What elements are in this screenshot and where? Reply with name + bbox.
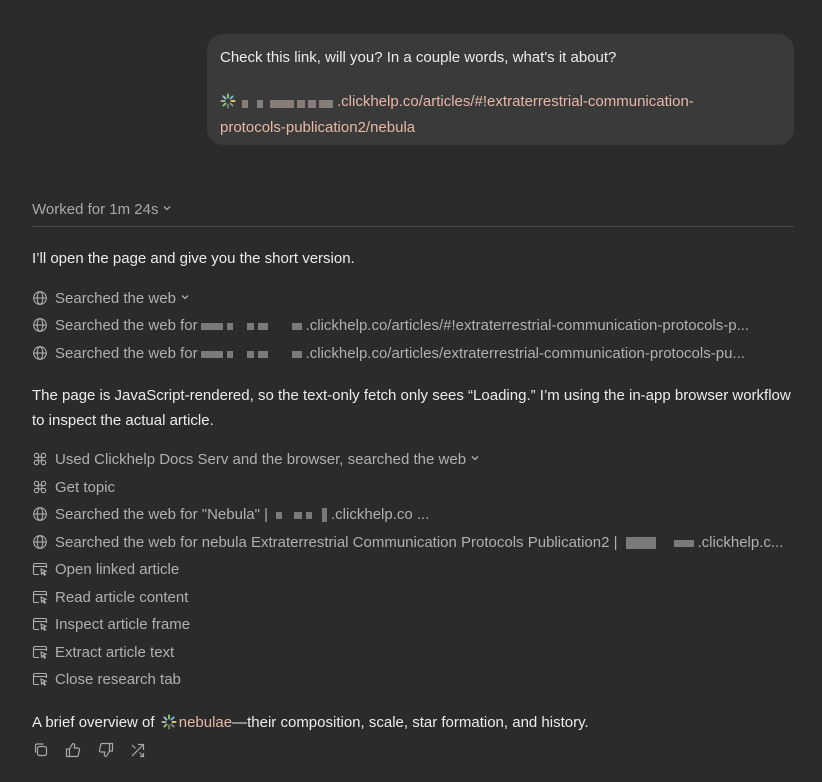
command-icon xyxy=(32,479,48,495)
chevron-down-icon xyxy=(470,453,480,463)
redacted-domain-prefix xyxy=(242,92,336,116)
link-text-line1: .clickhelp.co/articles/#!extraterrestrial-communication- xyxy=(337,93,694,110)
step-suffix: .clickhelp.co/articles/extraterrestrial-communication-protocols-pu... xyxy=(305,345,745,362)
share-icon[interactable] xyxy=(129,741,147,759)
answer-suffix: —their composition, scale, star formation, and history. xyxy=(232,714,589,731)
step-label: Read article content xyxy=(55,589,189,606)
user-message-bubble xyxy=(207,34,794,145)
redacted-domain xyxy=(268,504,331,526)
redacted-domain xyxy=(618,532,698,554)
step-label: Searched the web xyxy=(55,290,176,307)
globe-icon xyxy=(32,534,48,550)
redacted-domain xyxy=(198,343,306,365)
globe-icon xyxy=(32,290,48,306)
step-prefix: Searched the web for xyxy=(55,345,198,362)
message-actions xyxy=(32,741,157,761)
step-label: Extract article text xyxy=(55,644,175,661)
browser-cursor-icon xyxy=(32,671,48,687)
globe-icon xyxy=(32,506,48,522)
step-label: Inspect article frame xyxy=(55,616,191,633)
assistant-intro-text: I’ll open the page and give you the short version. xyxy=(32,250,355,267)
step-open-linked-article[interactable] xyxy=(32,559,802,581)
step-label: Open linked article xyxy=(55,561,180,578)
browser-cursor-icon xyxy=(32,644,48,660)
user-message-text: Check this link, will you? In a couple words, what's it about? xyxy=(220,49,617,66)
command-icon xyxy=(32,451,48,467)
worked-duration-label: Worked for 1m 24s xyxy=(32,201,159,218)
browser-cursor-icon xyxy=(32,561,48,577)
step-close-research-tab[interactable] xyxy=(32,669,802,691)
step-get-topic[interactable] xyxy=(32,477,802,499)
step-search-query-2[interactable] xyxy=(32,343,802,365)
worked-duration-toggle[interactable] xyxy=(32,199,794,227)
assistant-answer xyxy=(32,710,792,735)
browser-cursor-icon xyxy=(32,616,48,632)
step-search-nebula-protocols[interactable] xyxy=(32,532,802,554)
step-read-article-content[interactable] xyxy=(32,587,802,609)
user-message-link[interactable] xyxy=(220,90,781,140)
step-suffix: .clickhelp.c... xyxy=(697,534,784,551)
step-prefix: Searched the web for xyxy=(55,317,198,334)
step-label: Get topic xyxy=(55,479,116,496)
step-extract-article-text[interactable] xyxy=(32,642,802,664)
step-prefix: Searched the web for "Nebula" | xyxy=(55,506,269,523)
step-used-tools[interactable] xyxy=(32,449,802,471)
chevron-down-icon xyxy=(162,203,172,213)
loading-spinner-icon xyxy=(161,714,177,730)
step-search-query-1[interactable] xyxy=(32,315,802,337)
step-searched-web[interactable] xyxy=(32,288,802,310)
globe-icon xyxy=(32,317,48,333)
step-prefix: Searched the web for nebula Extraterrestrial Communication Protocols Publication2 | xyxy=(55,534,618,551)
step-inspect-article-frame[interactable] xyxy=(32,614,802,636)
link-text-line2: protocols-publication2/nebula xyxy=(220,119,416,136)
copy-icon[interactable] xyxy=(32,741,50,759)
redacted-domain xyxy=(198,315,306,337)
answer-link-nebulae[interactable]: nebulae xyxy=(178,714,233,731)
thumbs-up-icon[interactable] xyxy=(64,741,82,759)
step-label: Used Clickhelp Docs Serv and the browser, searched the web xyxy=(55,451,467,468)
globe-icon xyxy=(32,345,48,361)
loading-spinner-icon xyxy=(220,93,236,109)
step-suffix: .clickhelp.co/articles/#!extraterrestrial-communication-protocols-p... xyxy=(305,317,750,334)
chevron-down-icon xyxy=(180,292,190,302)
assistant-progress-text: The page is JavaScript-rendered, so the text-only fetch only sees “Loading.” I’m using the in-app browser workflow to inspect the actual article. xyxy=(32,387,791,429)
thumbs-down-icon[interactable] xyxy=(97,741,115,759)
step-label: Close research tab xyxy=(55,671,181,688)
browser-cursor-icon xyxy=(32,589,48,605)
step-search-nebula[interactable] xyxy=(32,504,802,526)
answer-prefix: A brief overview of xyxy=(32,714,155,731)
step-suffix: .clickhelp.co ... xyxy=(331,506,430,523)
